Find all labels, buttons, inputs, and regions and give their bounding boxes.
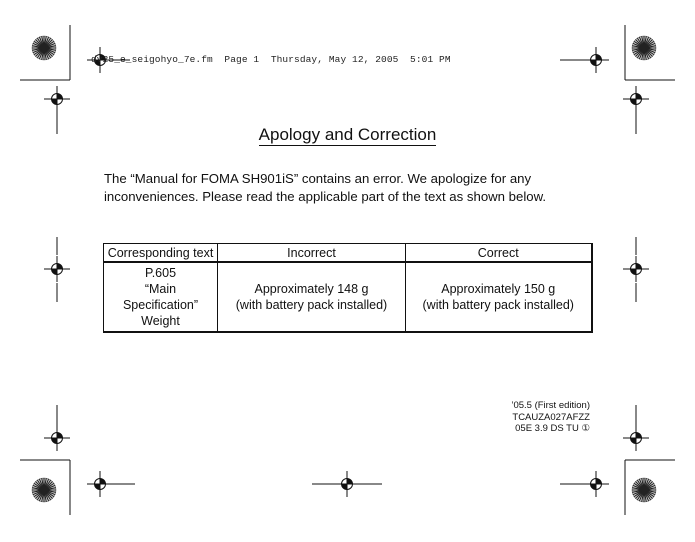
- color-wheel-icon: [632, 478, 656, 502]
- cell-incorrect: [218, 262, 406, 332]
- correct-value: Approximately 150 g: [441, 282, 556, 296]
- cell-correct: [406, 262, 592, 332]
- registration-mark-icon: [583, 47, 609, 73]
- corresponding-page: P.605: [144, 266, 177, 280]
- apology-line-1: The “Manual for FOMA SH901iS” contains an error. We apologize for any: [104, 171, 532, 186]
- registration-mark-icon: [44, 86, 70, 112]
- product-code: TCAUZA027AFZZ: [512, 411, 590, 423]
- color-wheel-icon: [32, 478, 56, 502]
- column-header-corresponding: Corresponding text: [104, 244, 218, 263]
- registration-mark-icon: [583, 471, 609, 497]
- color-wheel-icon: [632, 36, 656, 60]
- apology-paragraph: [104, 170, 604, 206]
- registration-mark-icon: [623, 425, 649, 451]
- registration-mark-icon: [44, 256, 70, 282]
- apology-line-2: inconveniences. Please read the applicable part of the text as shown below.: [104, 189, 547, 204]
- table-row: [104, 262, 592, 332]
- registration-mark-icon: [623, 86, 649, 112]
- file-info-header: dv25_e_seigohyo_7e.fm Page 1 Thursday, May 12, 2005 5:01 PM: [91, 54, 451, 65]
- color-wheel-icon: [32, 36, 56, 60]
- page-title-text: Apology and Correction: [258, 125, 437, 144]
- registration-mark-icon: [44, 425, 70, 451]
- correct-note: (with battery pack installed): [422, 298, 574, 312]
- incorrect-note: (with battery pack installed): [235, 298, 388, 312]
- corresponding-line: Specification”: [122, 298, 199, 312]
- column-header-incorrect: Incorrect: [218, 244, 406, 263]
- page-title: [0, 125, 695, 145]
- cell-corresponding: [104, 262, 218, 332]
- registration-mark-icon: [623, 256, 649, 282]
- registration-mark-icon: [87, 471, 113, 497]
- incorrect-value: Approximately 148 g: [254, 282, 369, 296]
- registration-mark-icon: [334, 471, 360, 497]
- correction-table: [103, 243, 593, 333]
- corresponding-line: Weight: [141, 314, 180, 328]
- corresponding-line: “Main: [144, 282, 177, 296]
- table-header-row: [104, 244, 592, 263]
- edition-footer: [511, 400, 590, 435]
- print-info: 05E 3.9 DS TU ①: [515, 423, 590, 434]
- edition-label: ’05.5 (First edition): [511, 400, 590, 411]
- column-header-correct: Correct: [406, 244, 592, 263]
